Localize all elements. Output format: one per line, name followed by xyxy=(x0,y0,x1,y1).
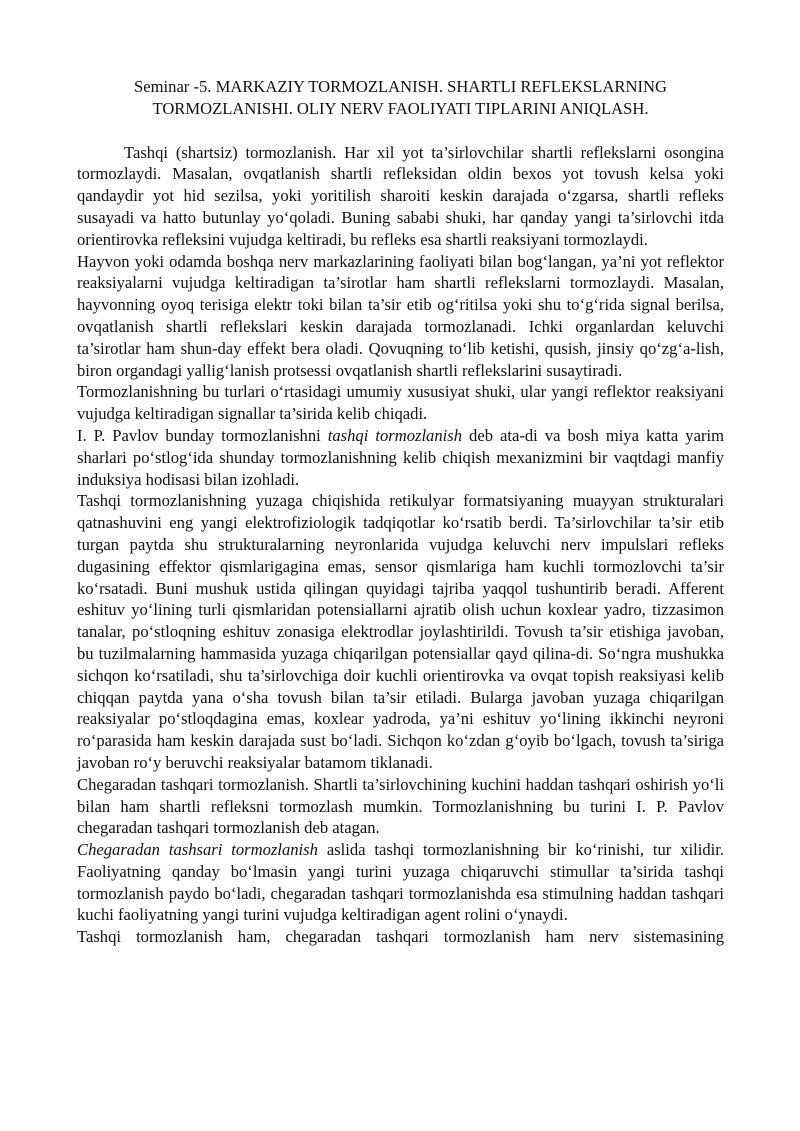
text-run: deb ata-di va bosh miya katta yarim sharlari po‘stlog‘ida shunday tormozlanishning kelib chiqish mexanizmini bir vaqtdagi manfiy induksiya hodisasi bilan izohladi. xyxy=(77,425,724,489)
title-line-1: Seminar -5. MARKAZIY TORMOZLANISH. SHARTLI REFLEKSLARNING xyxy=(134,77,667,96)
text-run: I. P. Pavlov bunday tormozlanishni xyxy=(77,425,328,445)
text-run: aslida tashqi tormozlanishning bir ko‘rinishi, tur xilidir. Faoliyatning qanday bo‘lmasin yangi turini yuzaga chiqaruvchi stimullar ta’sirida tashqi tormozlanish paydo bo‘ladi, chegaradan tashqari tormozlanishda esa stimulning haddan tashqari kuchi faoliyatning yangi turini vujudga keltiradigan agent rolini o‘ynaydi. xyxy=(77,840,725,925)
title-line-2: TORMOZLANISHI. OLIY NERV FAOLIYATI TIPLARINI ANIQLASH. xyxy=(152,98,649,118)
paragraph-transmarginal-detail xyxy=(77,839,724,926)
paragraph-continuation: Tashqi tormozlanish ham, chegaradan tashqari tormozlanish ham nerv sistemasining xyxy=(77,927,724,947)
paragraph-common-feature: Tormozlanishning bu turlari o‘rtasidagi umumiy xususiyat shuki, ular yangi reflektor reaksiyani vujudga keltiradigan signallar ta’sirida kelib chiqadi. xyxy=(77,382,724,424)
paragraph-other-centers: Hayvon yoki odamda boshqa nerv markazlarining faoliyati bilan bog‘langan, ya’ni yot reflektor reaksiyalarni vujudga keltiradigan ta’sirotlar ham shartli reflekslarni tormozlaydi. Masalan, hayvonning oyoq terisiga elektr toki bilan ta’sir etib og‘ritilsa yoki shu to‘g‘rida signal berilsa, ovqatlanish shartli reflekslari keskin darajada tormozlanadi. Ichki organlardan keluvchi ta’sirotlar ham shun-day effekt bera oladi. Qovuqning to‘lib ketishi, qusish, jinsiy qo‘zg‘a-lish, biron organdagi yallig‘lanish protsessi ovqatlanish shartli reflekslarini susaytiradi. xyxy=(77,251,724,380)
emphasis-term: tashqi tormozlanish xyxy=(327,425,463,445)
paragraph-external-inhibition: Tashqi (shartsiz) tormozlanish. Har xil yot ta’sirlovchilar shartli reflekslarni osongina tormozlaydi. Masalan, ovqatlanish shartli refleksidan oldin bexos yot tovush kelsa yoki qandaydir yot hid sezilsa, yoki yoritilish sharoiti keskin darajada o‘zgarsa, shartli refleks susayadi va hatto butunlay yo‘qoladi. Buning sababi shuki, har qanday yangi ta’sirlovchi itda orientirovka refleksini vujudga keltiradi, bu refleks esa shartli reaksiyani tormozlaydi. xyxy=(77,142,724,249)
emphasis-term: Chegaradan tashsari tormozlanish xyxy=(77,840,318,860)
paragraph-reticular-formation: Tashqi tormozlanishning yuzaga chiqishida retikulyar formatsiyaning muayyan strukturalari qatnashuvini eng yangi elektrofiziologik tadqiqotlar ko‘rsatib berdi. Ta’sirlovchilar ta’sir etib turgan paytda shu strukturalarning neyronlarida vujudga keluvchi nerv impulslari refleks dugasining effektor qismlarigagina emas, sensor qismlariga ham kuchli tormozlovchi ta’sir ko‘rsatadi. Buni mushuk ustida qilingan quyidagi tajriba yaqqol tushuntirib beradi. Afferent eshituv yo‘lining turli qismlaridan potensiallarni ajratib olish uchun koxlear yadro, tizzasimon tanalar, po‘stloqning eshituv zonasiga elektrodlar joylashtirildi. Tovush ta’sir etishiga javoban, bu tuzilmalarning hammasida yuzaga chiqarilgan potensiallar qayd qilina-di. So‘ngra mushukka sichqon ko‘rsatiladi, shu ta’sirlovchiga doir kuchli orientirovka va ovqat topish reaksiyasi kelib chiqqan paytda yana o‘sha tovush bilan ta’sir etiladi. Bularga javoban yuzaga chiqarilgan reaksiyalar po‘stloqdagina emas, koxlear yadroda, ya’ni eshituv yo‘lining ikkinchi neyroni ro‘parasida ham keskin darajada sust bo‘ladi. Sichqon ko‘zdan g‘oyib bo‘lgach, tovush ta’siriga javoban ro‘y beruvchi reaksiyalar batamom tiklanadi. xyxy=(77,491,724,772)
paragraph-pavlov-external xyxy=(77,425,724,490)
page-title xyxy=(77,76,724,120)
paragraph-transmarginal-inhibition: Chegaradan tashqari tormozlanish. Shartli ta’sirlovchining kuchini haddan tashqari oshirish yo‘li bilan ham shartli refleksni tormozlash mumkin. Tormozlanishning bu turini I. P. Pavlov chegaradan tashqari tormozlanish deb atagan. xyxy=(77,774,724,838)
